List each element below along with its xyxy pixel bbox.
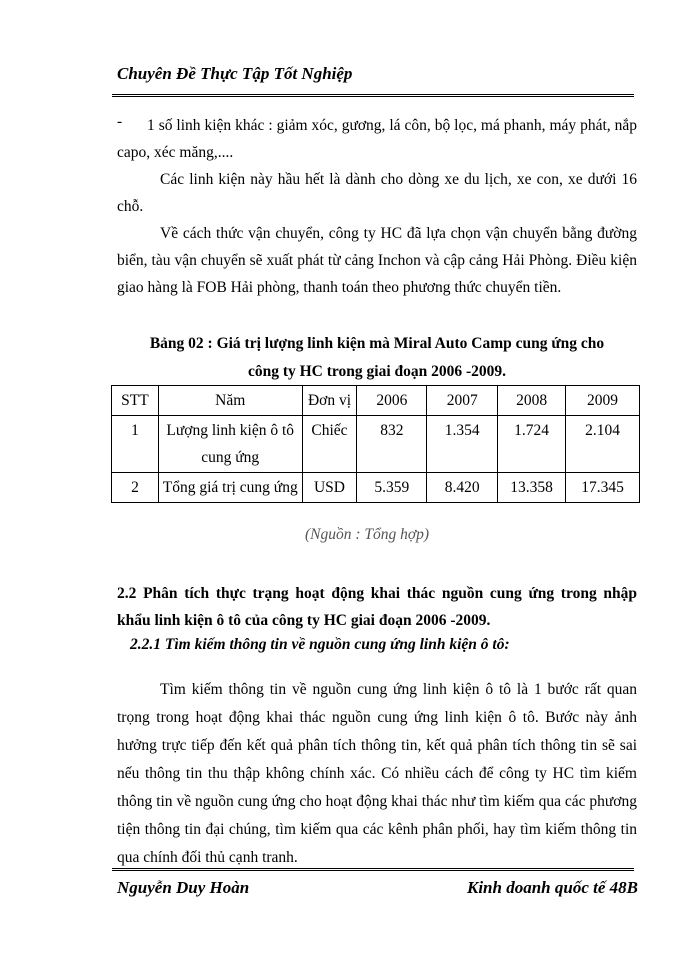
col-header: 2006 [357,386,427,416]
footer-author: Nguyễn Duy Hoàn [117,878,250,897]
paragraph-shipping: Về cách thức vận chuyển, công ty HC đã lựa chọn vận chuyển bằng đường biển, tàu vận chuyển sẽ xuất phát từ cảng Inchon và cập cảng Hải Phòng. Điều kiện giao hàng là FOB Hải phòng, thanh toán theo phương thức chuyển tiền. [117,225,637,296]
table-caption-line1: Bảng 02 : Giá trị lượng linh kiện mà Miral Auto Camp cung ứng cho [149,335,605,352]
subsection-heading: 2.2.1 Tìm kiếm thông tin về nguồn cung ứng linh kiện ô tô: [130,636,510,653]
header-title: Chuyên Đề Thực Tập Tốt Nghiệp [117,64,353,83]
header-rule [112,94,634,99]
col-header: STT [112,386,159,416]
table-caption [112,330,642,386]
table-caption-line2: công ty HC trong giai đoạn 2006 -2009. [247,363,507,380]
table-cell: Lượng linh kiện ô tô cung ứng [158,416,302,473]
footer-class: Kinh doanh quốc tế 48B [467,878,638,897]
col-header: Đơn vị [302,386,357,416]
col-header: 2007 [427,386,498,416]
table-cell: 17.345 [566,473,640,503]
paragraph-info-search: Tìm kiếm thông tin về nguồn cung ứng linh kiện ô tô là 1 bước rất quan trọng trong hoạt động khai thác nguồn cung ứng linh kiện ô tô. Bước này ảnh hưởng trực tiếp đến kết quả phân tích thông tin, kết quả phân tích thông tin sẽ sai nếu thông tin thu thập không chính xác. Có nhiều cách để công ty HC tìm kiếm thông tin về nguồn cung ứng cho hoạt động khai thác như tìm kiếm qua các phương tiện thông tin đại chúng, tìm kiếm qua các kênh phân phối, hay tìm kiếm thông tin qua chính đối thủ cạnh tranh. [117,681,637,866]
table-cell: 2 [112,473,159,503]
col-header: 2009 [566,386,640,416]
table-row [112,473,640,503]
table-cell: USD [302,473,357,503]
table-row [112,416,640,473]
table-cell: 8.420 [427,473,498,503]
table-cell: 832 [357,416,427,473]
section-heading: 2.2 Phân tích thực trạng hoạt động khai thác nguồn cung ứng trong nhập khẩu linh kiện ô tô của công ty HC giai đoạn 2006 -2009. [117,585,637,629]
table-cell: 1.724 [498,416,566,473]
supply-table [111,385,640,503]
table-cell: 2.104 [566,416,640,473]
table-cell: Tổng giá trị cung ứng [158,473,302,503]
table-cell: Chiếc [302,416,357,473]
bullet-dash: - [117,113,123,130]
table-cell: 5.359 [357,473,427,503]
col-header: Năm [158,386,302,416]
footer-rule [112,868,634,873]
table-source: (Nguồn : Tổng hợp) [305,526,430,543]
col-header: 2008 [498,386,566,416]
table-cell: 1.354 [427,416,498,473]
table-header-row [112,386,640,416]
paragraph-parts-list: 1 số linh kiện khác : giảm xóc, gương, lá côn, bộ lọc, má phanh, máy phát, nắp capo, xéc măng,.... [117,117,637,161]
table-cell: 1 [112,416,159,473]
paragraph-vehicle-types: Các linh kiện này hầu hết là dành cho dòng xe du lịch, xe con, xe dưới 16 chỗ. [117,171,637,215]
table-cell: 13.358 [498,473,566,503]
